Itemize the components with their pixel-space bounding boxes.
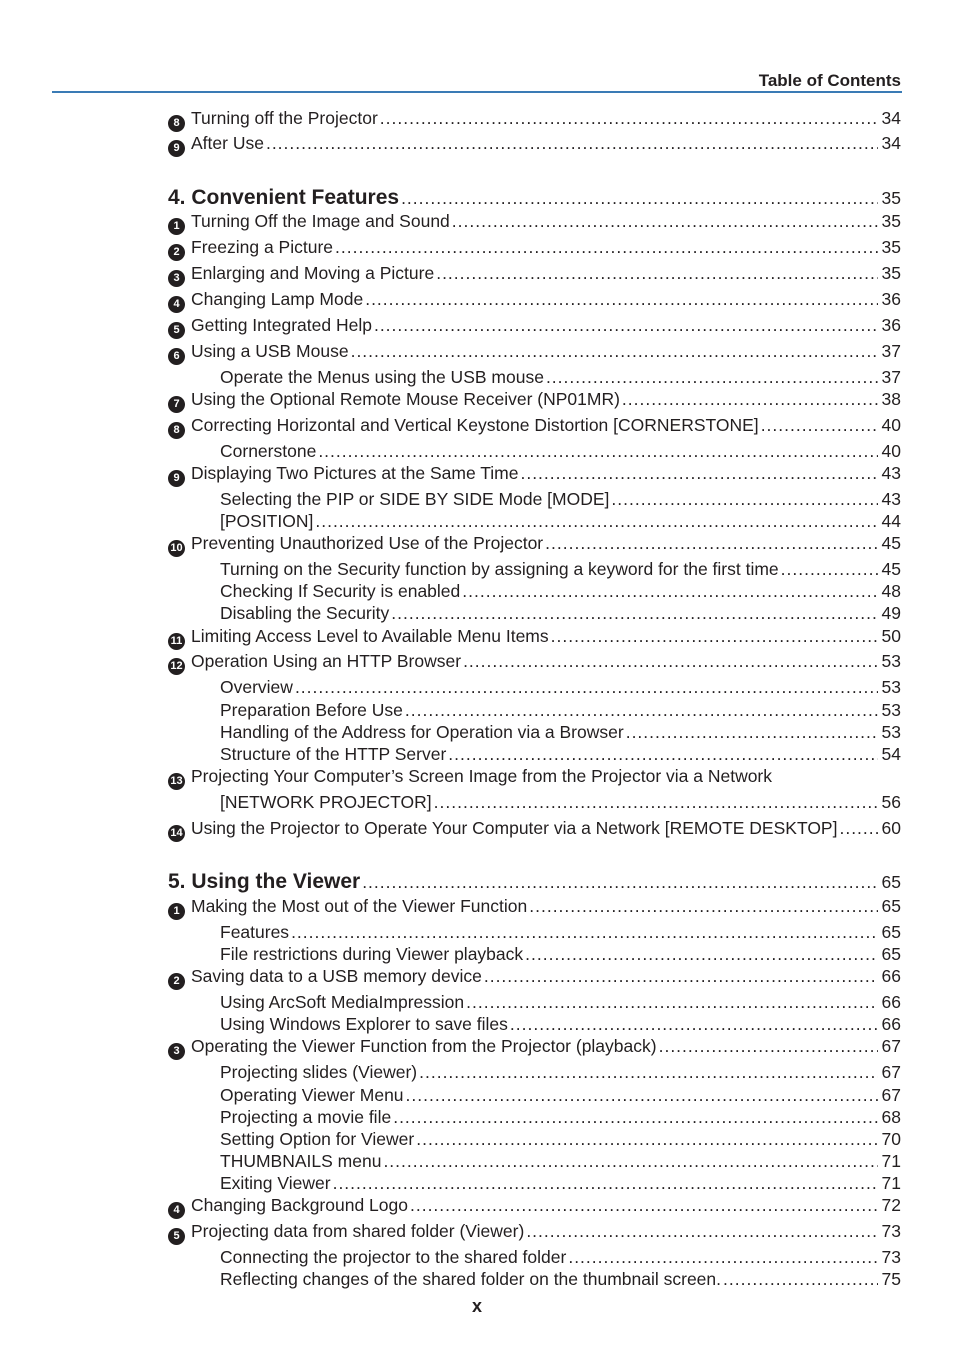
toc-entry-label: Using ArcSoft MediaImpression	[220, 992, 465, 1012]
toc-entry-number-icon: 4	[168, 1202, 185, 1219]
toc-entry-number-icon: 3	[168, 270, 185, 287]
toc-entry-label: Turning on the Security function by assigning a keyword for the first time	[220, 559, 779, 579]
toc-entry-page: 65	[881, 922, 901, 942]
page-number: x	[471, 1296, 482, 1316]
toc-entry-page: 53	[881, 677, 901, 697]
toc-entry-page: 71	[881, 1173, 901, 1193]
dot-leader	[520, 463, 877, 484]
toc-entry-label: Overview	[220, 677, 293, 697]
toc-entry-page: 45	[881, 533, 901, 553]
toc-entry-number-icon: 10	[168, 540, 185, 557]
toc-entry-number-icon: 12	[168, 658, 185, 675]
toc-entry[interactable]	[0, 944, 954, 968]
toc-entry-label: Enlarging and Moving a Picture	[191, 263, 435, 283]
toc-entry-label: Connecting the projector to the shared folder	[220, 1247, 567, 1267]
toc-chapter-heading[interactable]	[0, 186, 954, 210]
toc-entry[interactable]	[0, 289, 954, 313]
toc-entry-number-icon: 2	[168, 973, 185, 990]
toc-entry[interactable]	[0, 992, 954, 1016]
toc-entry[interactable]	[0, 389, 954, 413]
toc-entry-label: Structure of the HTTP Server	[220, 744, 447, 764]
dot-leader	[406, 1085, 878, 1106]
toc-entry-label: 5. Using the Viewer	[168, 870, 361, 893]
toc-entry-label: Selecting the PIP or SIDE BY SIDE Mode [MODE]	[220, 489, 610, 509]
toc-entry-page: 36	[881, 315, 901, 335]
toc-entry-page: 35	[881, 211, 901, 231]
toc-entry-label: Reflecting changes of the shared folder on the thumbnail screen.	[220, 1269, 722, 1289]
dot-leader	[393, 1107, 877, 1128]
dot-leader	[383, 1151, 877, 1172]
toc-entry[interactable]	[0, 1014, 954, 1038]
toc-entry-number-icon: 5	[168, 322, 185, 339]
dot-leader	[419, 1062, 877, 1083]
toc-entry-number-icon: 1	[168, 903, 185, 920]
toc-entry[interactable]	[0, 237, 954, 261]
toc-entry-label: Preparation Before Use	[220, 700, 403, 720]
toc-entry[interactable]	[0, 463, 954, 487]
toc-entry[interactable]	[0, 626, 954, 650]
toc-entry-label: Projecting data from shared folder (Viewer)	[191, 1221, 525, 1241]
toc-entry-page: 37	[881, 341, 901, 361]
toc-entry-number-icon: 8	[168, 422, 185, 439]
toc-entry-number-icon: 8	[168, 115, 185, 132]
dot-leader	[463, 651, 877, 672]
toc-entry-page: 37	[881, 367, 901, 387]
dot-leader	[436, 263, 877, 284]
dot-leader	[410, 1195, 878, 1216]
toc-entry-label: Projecting Your Computer’s Screen Image from the Projector via a Network	[191, 766, 773, 786]
toc-entry[interactable]	[0, 315, 954, 339]
toc-entry-page: 66	[881, 992, 901, 1012]
toc-entry[interactable]	[0, 792, 954, 816]
header-rule	[52, 91, 902, 93]
toc-entry[interactable]	[0, 1129, 954, 1153]
toc-entry-page: 34	[881, 133, 901, 153]
toc-entry-label: Changing Background Logo	[191, 1195, 408, 1215]
toc-entry-page: 54	[881, 744, 901, 764]
toc-entry[interactable]	[0, 1221, 954, 1245]
toc-entry-label: Preventing Unauthorized Use of the Projector	[191, 533, 544, 553]
dot-leader	[318, 441, 877, 462]
toc-entry[interactable]	[0, 133, 954, 157]
toc-entry[interactable]	[0, 108, 954, 132]
dot-leader	[484, 966, 878, 987]
toc-entry[interactable]	[0, 677, 954, 701]
dot-leader	[380, 108, 878, 129]
toc-entry-page: 75	[881, 1269, 901, 1289]
toc-entry-label: [NETWORK PROJECTOR]	[220, 792, 432, 812]
dot-leader	[315, 511, 877, 532]
dot-leader	[405, 700, 878, 721]
toc-entry[interactable]	[0, 766, 954, 790]
toc-entry-number-icon: 7	[168, 396, 185, 413]
toc-entry-label: Turning off the Projector	[191, 108, 378, 128]
toc-entry[interactable]	[0, 1107, 954, 1131]
dot-leader	[568, 1247, 877, 1268]
toc-entry-label: Operate the Menus using the USB mouse	[220, 367, 544, 387]
toc-entry[interactable]	[0, 1036, 954, 1060]
toc-entry-page: 68	[881, 1107, 901, 1127]
toc-entry-page: 49	[881, 603, 901, 623]
toc-entry-label: Exiting Viewer	[220, 1173, 331, 1193]
toc-entry-label: THUMBNAILS menu	[220, 1151, 382, 1171]
toc-entry[interactable]	[0, 651, 954, 675]
toc-entry-label: Using the Projector to Operate Your Computer via a Network [REMOTE DESKTOP]	[191, 818, 838, 838]
toc-entry-page: 34	[881, 108, 901, 128]
toc-entry-label: Operation Using an HTTP Browser	[191, 651, 462, 671]
toc-entry-label: Changing Lamp Mode	[191, 289, 364, 309]
toc-entry[interactable]	[0, 1269, 954, 1293]
toc-entry[interactable]	[0, 511, 954, 535]
dot-leader	[462, 581, 877, 602]
toc-entry-page: 53	[881, 700, 901, 720]
dot-leader	[452, 211, 878, 232]
dot-leader	[351, 341, 878, 362]
toc-entry-label: Making the Most out of the Viewer Function	[191, 896, 528, 916]
toc-entry[interactable]	[0, 211, 954, 235]
toc-entry-page: 65	[881, 872, 901, 892]
toc-entry-page: 40	[881, 441, 901, 461]
dot-leader	[551, 626, 878, 647]
toc-entry[interactable]	[0, 533, 954, 557]
dot-leader	[723, 1269, 878, 1290]
dot-leader	[333, 1173, 878, 1194]
dot-leader	[659, 1036, 878, 1057]
dot-leader	[365, 289, 877, 310]
toc-entry-label: Operating the Viewer Function from the Projector (playback)	[191, 1036, 657, 1056]
dot-leader	[546, 367, 878, 388]
toc-entry-page: 45	[881, 559, 901, 579]
toc-entry-label: Using a USB Mouse	[191, 341, 349, 361]
toc-chapter-heading[interactable]	[0, 870, 954, 894]
toc-entry[interactable]	[0, 1195, 954, 1219]
toc-entry-page: 40	[881, 415, 901, 435]
toc-entry-label: File restrictions during Viewer playback	[220, 944, 524, 964]
dot-leader	[526, 1221, 877, 1242]
toc-entry-page: 35	[881, 237, 901, 257]
toc-entry-page: 44	[881, 511, 901, 531]
toc-entry-page: 50	[881, 626, 901, 646]
toc-entry-number-icon: 5	[168, 1228, 185, 1245]
toc-entry[interactable]	[0, 700, 954, 724]
toc-entry[interactable]	[0, 744, 954, 768]
toc-entry-label: Limiting Access Level to Available Menu Items	[191, 626, 549, 646]
toc-entry[interactable]	[0, 1151, 954, 1175]
toc-entry-page: 60	[881, 818, 901, 838]
toc-entry-page: 65	[881, 896, 901, 916]
toc-entry[interactable]	[0, 341, 954, 365]
toc-entry[interactable]	[0, 922, 954, 946]
dot-leader	[761, 415, 878, 436]
toc-entry-number-icon: 3	[168, 1043, 185, 1060]
dot-leader	[545, 533, 877, 554]
dot-leader	[466, 992, 877, 1013]
toc-entry-number-icon: 14	[168, 825, 185, 842]
dot-leader	[295, 677, 878, 698]
toc-entry-label: Using Windows Explorer to save files	[220, 1014, 508, 1034]
toc-entry-page: 71	[881, 1151, 901, 1171]
toc-entry[interactable]	[0, 263, 954, 287]
toc-entry-label: Projecting a movie file	[220, 1107, 392, 1127]
toc-entry-label: Correcting Horizontal and Vertical Keystone Distortion [CORNERSTONE]	[191, 415, 759, 435]
toc-entry-label: Setting Option for Viewer	[220, 1129, 415, 1149]
dot-leader	[266, 133, 878, 154]
toc-entry-page: 43	[881, 463, 901, 483]
toc-entry-page: 67	[881, 1085, 901, 1105]
toc-entry-page: 56	[881, 792, 901, 812]
dot-leader	[416, 1129, 877, 1150]
toc-entry-page: 35	[881, 188, 901, 208]
toc-entry-page: 73	[881, 1247, 901, 1267]
toc-header-title: Table of Contents	[758, 71, 901, 90]
toc-entry-page: 67	[881, 1062, 901, 1082]
toc-entry[interactable]	[0, 1173, 954, 1197]
toc-entry-page: 48	[881, 581, 901, 601]
dot-leader	[374, 315, 878, 336]
dot-leader	[626, 722, 878, 743]
toc-entry-number-icon: 6	[168, 348, 185, 365]
toc-entry-label: Operating Viewer Menu	[220, 1085, 404, 1105]
toc-entry[interactable]	[0, 441, 954, 465]
toc-entry[interactable]	[0, 966, 954, 990]
toc-entry-number-icon: 9	[168, 470, 185, 487]
dot-leader	[622, 389, 878, 410]
toc-entry[interactable]	[0, 603, 954, 627]
toc-entry-label: Handling of the Address for Operation via a Browser	[220, 722, 624, 742]
dot-leader	[434, 792, 878, 813]
dot-leader	[525, 944, 877, 965]
toc-entry-number-icon: 13	[168, 773, 185, 790]
dot-leader	[335, 237, 878, 258]
dot-leader	[510, 1014, 878, 1035]
toc-entry-label: Freezing a Picture	[191, 237, 334, 257]
dot-leader	[839, 818, 877, 839]
toc-entry-label: Saving data to a USB memory device	[191, 966, 482, 986]
toc-entry-number-icon: 9	[168, 140, 185, 157]
toc-entry[interactable]	[0, 581, 954, 605]
dot-leader	[529, 896, 877, 917]
toc-entry-page: 73	[881, 1221, 901, 1241]
dot-leader	[362, 872, 877, 893]
toc-entry-page: 38	[881, 389, 901, 409]
toc-entry[interactable]	[0, 489, 954, 513]
toc-entry-number-icon: 4	[168, 296, 185, 313]
toc-entry-page: 65	[881, 944, 901, 964]
toc-entry-page: 43	[881, 489, 901, 509]
dot-leader	[781, 559, 878, 580]
toc-entry-page: 66	[881, 1014, 901, 1034]
toc-entry-page: 53	[881, 651, 901, 671]
toc-entry[interactable]	[0, 722, 954, 746]
toc-entry-page: 66	[881, 966, 901, 986]
toc-entry-label: Checking If Security is enabled	[220, 581, 461, 601]
toc-entry-label: Disabling the Security	[220, 603, 390, 623]
toc-entry-label: [POSITION]	[220, 511, 314, 531]
toc-entry-page: 36	[881, 289, 901, 309]
toc-entry-label: Features	[220, 922, 290, 942]
toc-entry-page: 70	[881, 1129, 901, 1149]
dot-leader	[291, 922, 877, 943]
toc-entry[interactable]	[0, 1085, 954, 1109]
toc-entry-number-icon: 1	[168, 218, 185, 235]
dot-leader	[401, 188, 877, 209]
toc-entry[interactable]	[0, 1247, 954, 1271]
toc-entry[interactable]	[0, 415, 954, 439]
toc-entry-label: Cornerstone	[220, 441, 317, 461]
toc-entry[interactable]	[0, 818, 954, 842]
toc-entry-page: 53	[881, 722, 901, 742]
dot-leader	[448, 744, 877, 765]
toc-entry-number-icon: 2	[168, 244, 185, 261]
toc-entry-page: 35	[881, 263, 901, 283]
toc-entry-label: Turning Off the Image and Sound	[191, 211, 450, 231]
dot-leader	[611, 489, 877, 510]
toc-entry[interactable]	[0, 367, 954, 391]
toc-entry-label: Projecting slides (Viewer)	[220, 1062, 418, 1082]
toc-entry-label: Getting Integrated Help	[191, 315, 372, 335]
toc-entry-page: 67	[881, 1036, 901, 1056]
toc-entry-label: After Use	[191, 133, 264, 153]
toc-entry[interactable]	[0, 559, 954, 583]
toc-entry[interactable]	[0, 1062, 954, 1086]
toc-entry-label: Displaying Two Pictures at the Same Time	[191, 463, 519, 483]
toc-entry-number-icon: 11	[168, 633, 185, 650]
toc-entry[interactable]	[0, 896, 954, 920]
toc-entry-label: 4. Convenient Features	[168, 186, 400, 209]
toc-entry-page: 72	[881, 1195, 901, 1215]
dot-leader	[391, 603, 877, 624]
toc-entry-label: Using the Optional Remote Mouse Receiver (NP01MR)	[191, 389, 620, 409]
